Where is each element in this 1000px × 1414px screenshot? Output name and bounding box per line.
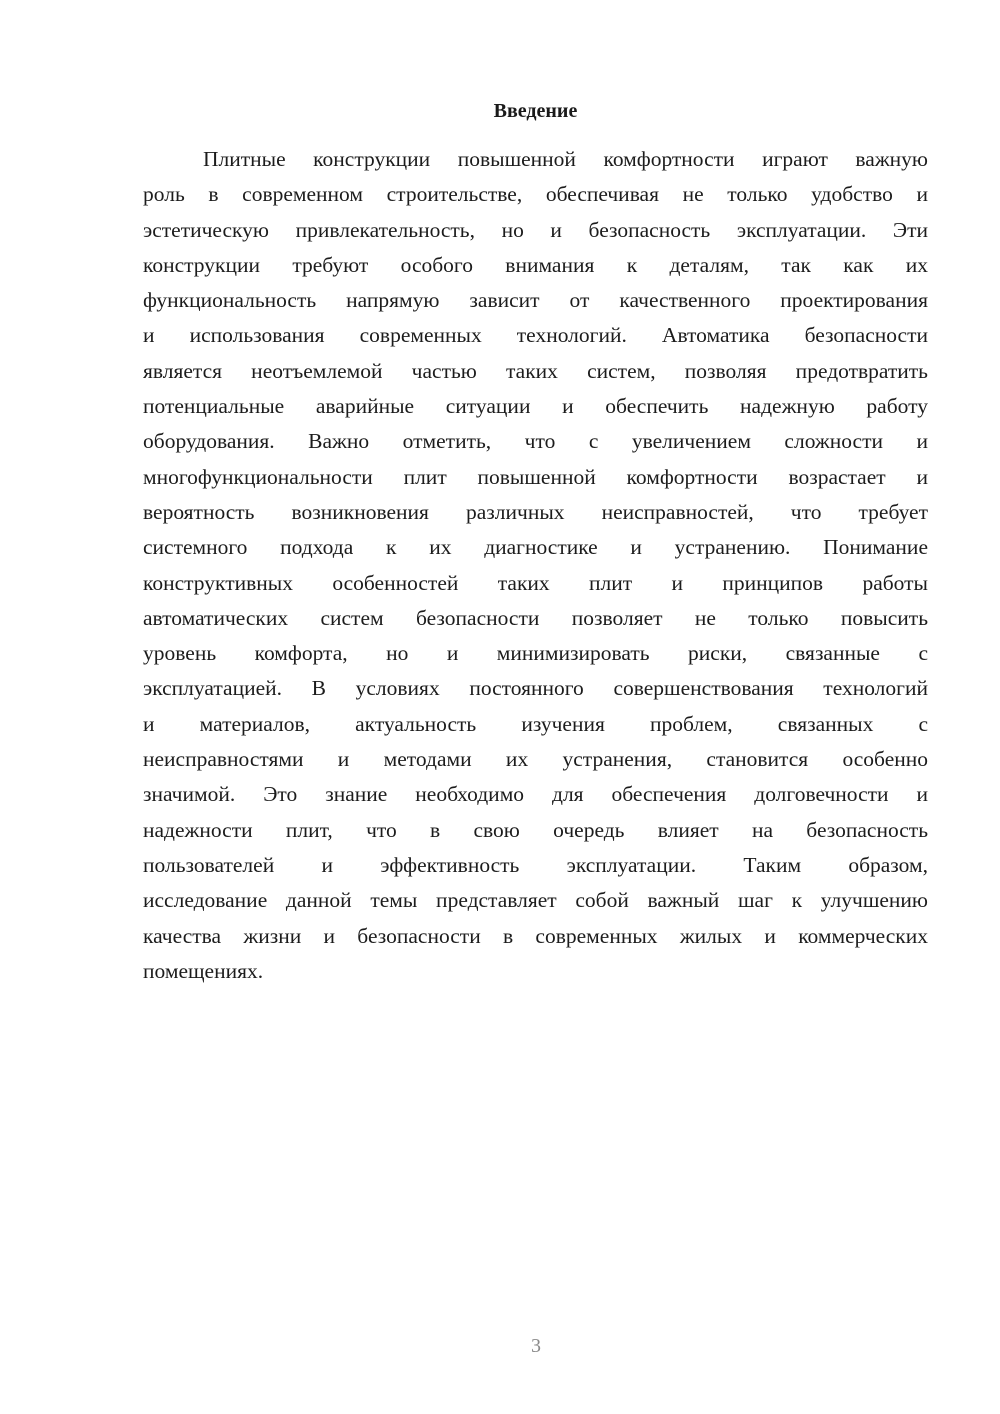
page-number: 3 — [531, 1335, 541, 1357]
paragraph-line: оборудования. Важно отметить, что с увеличением сложности и — [143, 429, 928, 454]
paragraph-line: надежности плит, что в свою очередь влияет на безопасность — [143, 817, 928, 842]
paragraph-line: конструктивных особенностей таких плит и принципов работы — [143, 570, 928, 595]
paragraph-line: уровень комфорта, но и минимизировать риски, связанные с — [143, 641, 928, 666]
paragraph-line: помещениях. — [143, 958, 264, 983]
paragraph-line: многофункциональности плит повышенной комфортности возрастает и — [143, 464, 928, 489]
paragraph-line: роль в современном строительстве, обеспечивая не только удобство и — [143, 182, 928, 207]
paragraph-line: функциональность напрямую зависит от качественного проектирования — [143, 288, 928, 313]
paragraph-line: неисправностями и методами их устранения, становится особенно — [143, 747, 928, 772]
paragraph-line: значимой. Это знание необходимо для обеспечения долговечности и — [143, 782, 928, 807]
paragraph-line: вероятность возникновения различных неисправностей, что требует — [143, 499, 928, 524]
paragraph-line: автоматических систем безопасности позволяет не только повысить — [143, 605, 928, 630]
paragraph-line: качества жизни и безопасности в современных жилых и коммерческих — [143, 923, 928, 948]
paragraph-line: и использования современных технологий. Автоматика безопасности — [143, 323, 928, 348]
paragraph-line: исследование данной темы представляет собой важный шаг к улучшению — [143, 888, 928, 913]
body-paragraph — [143, 142, 928, 989]
paragraph-line: потенциальные аварийные ситуации и обеспечить надежную работу — [143, 394, 928, 419]
paragraph-line: конструкции требуют особого внимания к деталям, так как их — [143, 252, 928, 277]
section-heading: Введение — [493, 100, 578, 122]
paragraph-line: и материалов, актуальность изучения проблем, связанных с — [143, 711, 928, 736]
paragraph-line: Плитные конструкции повышенной комфортности играют важную — [203, 147, 928, 171]
paragraph-line: системного подхода к их диагностике и устранению. Понимание — [143, 535, 928, 560]
paragraph-line: пользователей и эффективность эксплуатации. Таким образом, — [143, 852, 928, 877]
paragraph-line: эстетическую привлекательность, но и безопасность эксплуатации. Эти — [143, 217, 928, 242]
paragraph-line: эксплуатацией. В условиях постоянного совершенствования технологий — [143, 676, 928, 701]
paragraph-line: является неотъемлемой частью таких систем, позволяя предотвратить — [143, 358, 928, 383]
